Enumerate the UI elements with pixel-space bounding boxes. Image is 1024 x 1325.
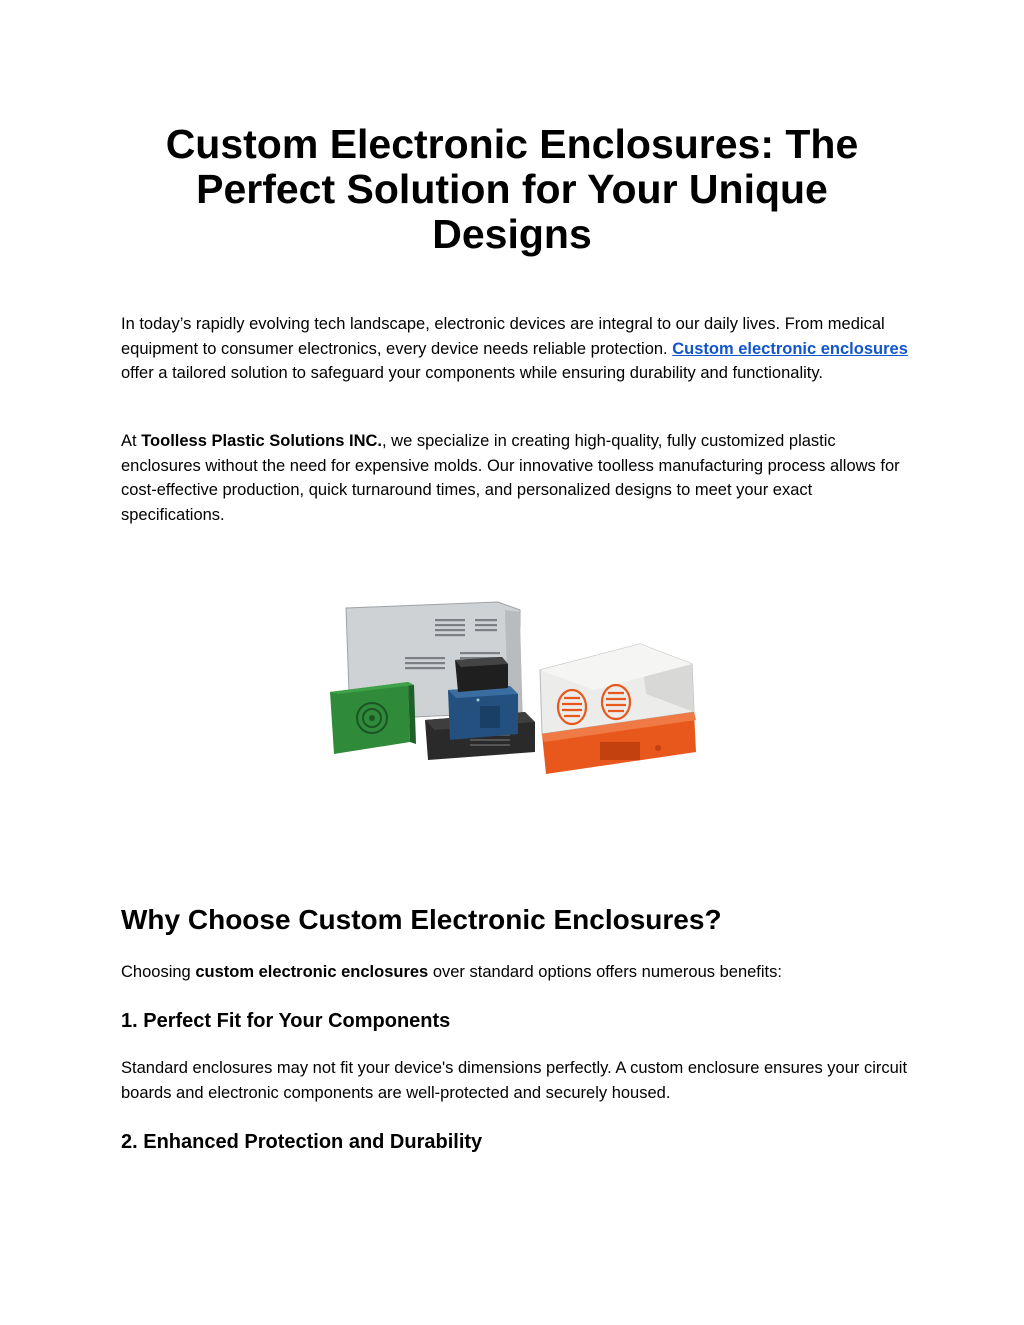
small-black-box-shape xyxy=(455,657,508,692)
company-text-2: , we specialize in creating high-quality, fully customized plastic enclosures without the need for expensive molds. Our innovative toolless manufacturing process allows for cost-effective production, quick turnaround times, and personalized designs to meet your exact specifications. xyxy=(121,432,900,524)
intro-paragraph xyxy=(121,312,911,386)
company-text-1: At xyxy=(121,432,142,450)
custom-enclosures-link[interactable]: Custom electronic enclosures xyxy=(672,339,908,358)
why-intro-paragraph xyxy=(121,960,911,985)
company-name: Toolless Plastic Solutions INC. xyxy=(141,432,383,450)
blue-box-shape xyxy=(448,686,518,740)
why-intro-text-2: over standard options offers numerous benefits: xyxy=(428,963,782,981)
why-intro-bold: custom electronic enclosures xyxy=(195,963,429,981)
benefit-2-heading: 2. Enhanced Protection and Durability xyxy=(121,1131,483,1153)
page-title: Custom Electronic Enclosures: The Perfect Solution for Your Unique Designs xyxy=(165,121,859,257)
intro-text-1: In today’s rapidly evolving tech landscape, electronic devices are integral to our daily lives. From medical equipment to consumer electronics, every device needs reliable protection. xyxy=(121,315,885,358)
intro-text-2: offer a tailored solution to safeguard your components while ensuring durability and functionality. xyxy=(121,364,823,382)
benefit-1-paragraph: Standard enclosures may not fit your device's dimensions perfectly. A custom enclosure ensures your circuit boards and electronic components are well-protected and securely housed. xyxy=(121,1059,908,1102)
why-intro-text-1: Choosing xyxy=(121,963,196,981)
why-heading: Why Choose Custom Electronic Enclosures? xyxy=(121,904,722,935)
product-photo-icon xyxy=(310,552,715,824)
white-orange-enclosure-shape xyxy=(540,644,696,774)
benefit-1-heading: 1. Perfect Fit for Your Components xyxy=(121,1010,451,1032)
company-paragraph xyxy=(121,429,911,527)
